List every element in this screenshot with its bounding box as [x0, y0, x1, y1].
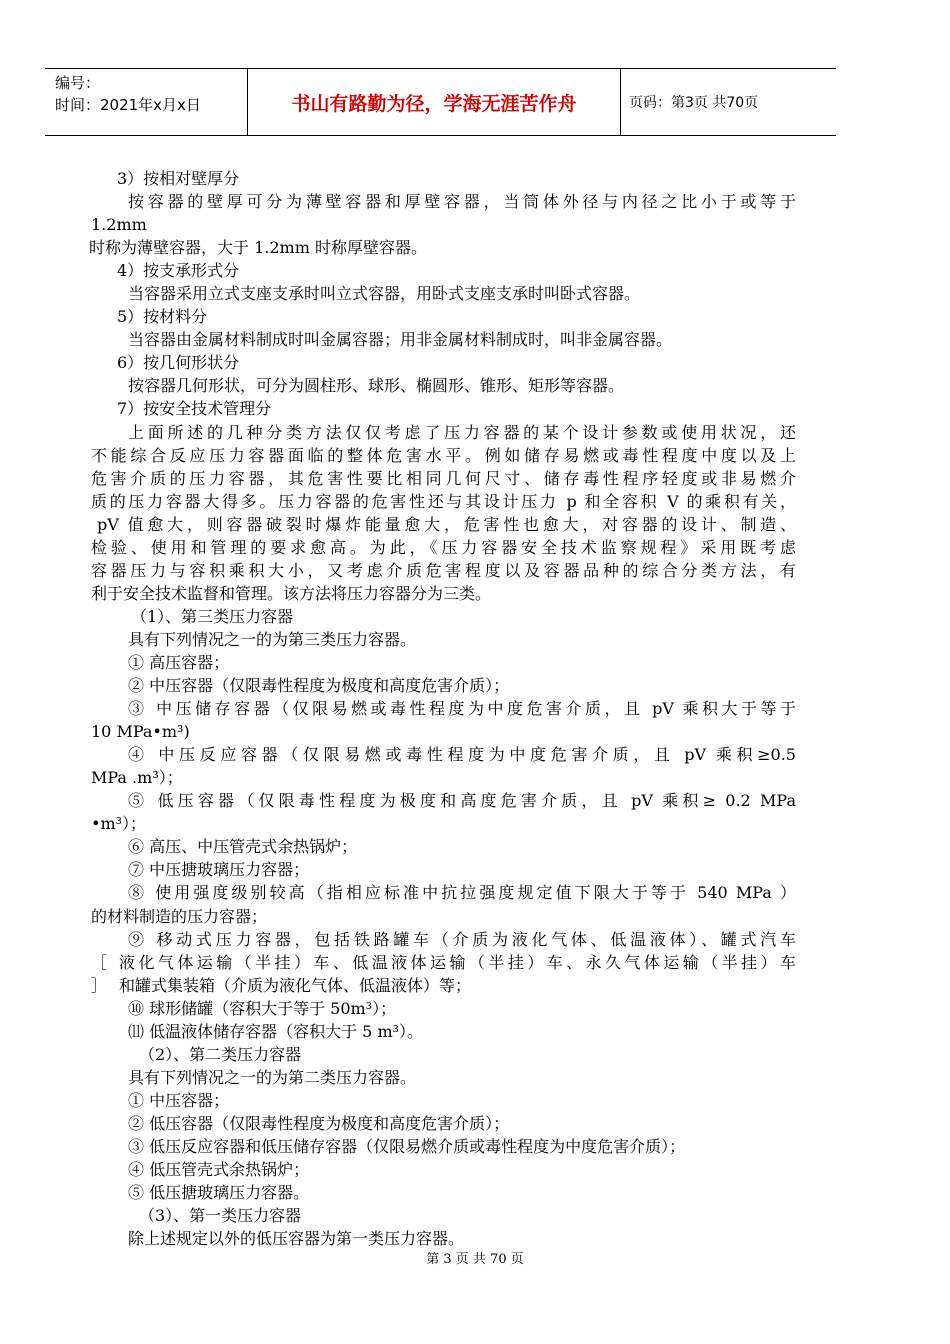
list-item: ⑤ 低压容器（仅限毒性程度为极度和高度危害介质，且 pV 乘积≥ 0.2 MPa — [128, 791, 796, 811]
list-item-continuation: •m³）； — [91, 814, 147, 834]
left-bracket: ［ — [91, 952, 108, 972]
paragraph-line: 上面所述的几种分类方法仅仅考虑了压力容器的某个设计参数或使用状况，还 — [128, 422, 796, 442]
list-item: ⑥ 高压、中压管壳式余热锅炉； — [128, 837, 358, 857]
page-header — [45, 68, 836, 136]
paragraph-line: 质的压力容器大得多。压力容器的危害性还与其设计压力 p 和全容积 V 的乘积有关， — [91, 491, 796, 511]
paragraph-line: pV 值愈大，则容器破裂时爆炸能量愈大，危害性也愈大，对容器的设计、制造、 — [97, 514, 796, 534]
list-item-continuation-text: 和罐式集装箱（介质为液化气体、低温液体）等； — [119, 975, 472, 995]
paragraph-line: 具有下列情况之一的为第二类压力容器。 — [128, 1067, 417, 1087]
paragraph-line: 1.2mm — [91, 215, 147, 235]
list-item-continuation-text: 液化气体运输（半挂）车、低温液体运输（半挂）车、永久气体运输（半挂）车 — [119, 952, 796, 972]
list-item: ③ 中压储存容器（仅限易燃或毒性程度为中度危害介质，且 pV 乘积大于等于 — [128, 699, 796, 719]
paragraph-line: 不能综合反应压力容器面临的整体危害水平。例如储存易燃或毒性程度中度以及上 — [91, 445, 796, 465]
paragraph-line: 按容器几何形状，可分为圆柱形、球形、椭圆形、锥形、矩形等容器。 — [128, 376, 625, 396]
list-item-continuation: MPa .m³）； — [91, 768, 183, 788]
subsection-heading: （3）、第一类压力容器 — [139, 1206, 302, 1226]
list-item: ② 中压容器（仅限毒性程度为极度和高度危害介质）； — [128, 676, 510, 696]
section-heading: 3）按相对壁厚分 — [117, 169, 240, 188]
list-item-continuation: 的材料制造的压力容器； — [91, 906, 268, 926]
list-item: ④ 低压管壳式余热锅炉； — [128, 1160, 310, 1180]
paragraph-line: 检验、使用和管理的要求愈高。为此，《压力容器安全技术监察规程》采用既考虑 — [91, 537, 796, 557]
section-heading: 4）按支承形式分 — [117, 261, 240, 281]
time-label: 时间：2021年x月x日 — [55, 96, 201, 114]
header-meta — [45, 69, 247, 135]
paragraph-line: 除上述规定以外的低压容器为第一类压力容器。 — [128, 1229, 465, 1249]
section-heading: 7）按安全技术管理分 — [117, 399, 272, 419]
subsection-heading: （2）、第二类压力容器 — [139, 1044, 302, 1064]
list-item-continuation — [91, 974, 796, 997]
list-item: ① 高压容器； — [128, 652, 230, 672]
list-item: ④ 中压反应容器（仅限易燃或毒性程度为中度危害介质，且 pV 乘积≥0.5 — [128, 745, 796, 765]
page-footer: 第 3 页 共 70 页 — [426, 1252, 524, 1267]
right-bracket: ］ — [91, 975, 108, 995]
paragraph-line: 利于安全技术监督和管理。该方法将压力容器分为三类。 — [91, 583, 492, 603]
header-page-info: 页码：第3页 共70页 — [629, 95, 759, 111]
paragraph-line: 时称为薄壁容器，大于 1.2mm 时称厚壁容器。 — [89, 238, 427, 258]
list-item: ③ 低压反应容器和低压储存容器（仅限易燃介质或毒性程度为中度危害介质）； — [128, 1136, 686, 1156]
list-item-continuation: 10 MPa•m³) — [91, 722, 190, 742]
document-body — [91, 167, 796, 1250]
list-item: ⑧ 使用强度级别较高（指相应标准中抗拉强度规定值下限大于等于 540 MPa ） — [128, 883, 796, 903]
paragraph-line: 具有下列情况之一的为第三类压力容器。 — [128, 629, 417, 649]
section-heading: 6）按几何形状分 — [117, 353, 240, 373]
paragraph-line: 当容器采用立式支座支承时叫立式容器，用卧式支座支承时叫卧式容器。 — [128, 284, 641, 304]
list-item: ⑦ 中压搪玻璃压力容器； — [128, 860, 310, 880]
list-item: ② 低压容器（仅限毒性程度为极度和高度危害介质）； — [128, 1113, 510, 1133]
list-item: ⑾ 低温液体储存容器（容积大于 5 m³）。 — [128, 1021, 424, 1041]
number-label: 编号： — [55, 74, 101, 92]
subsection-heading: （1）、第三类压力容器 — [131, 606, 294, 626]
section-heading: 5）按材料分 — [117, 307, 208, 327]
list-item: ⑤ 低压搪玻璃压力容器。 — [128, 1183, 310, 1203]
paragraph-line: 当容器由金属材料制成时叫金属容器；用非金属材料制成时，叫非金属容器。 — [128, 330, 673, 350]
list-item: ⑨ 移动式压力容器，包括铁路罐车（介质为液化气体、低温液体）、罐式汽车 — [128, 929, 796, 949]
header-motto: 书山有路勤为径，学海无涯苦作舟 — [247, 69, 621, 135]
paragraph-line: 容器压力与容积乘积大小，又考虑介质危害程度以及容器品种的综合分类方法，有 — [91, 560, 796, 580]
paragraph-line: 危害介质的压力容器，其危害性要比相同几何尺寸、储存毒性程序轻度或非易燃介 — [91, 468, 796, 488]
paragraph-line: 按容器的壁厚可分为薄壁容器和厚壁容器，当筒体外径与内径之比小于或等于 — [128, 192, 796, 212]
list-item: ⑩ 球形储罐（容积大于等于 50m³）； — [128, 998, 397, 1018]
list-item-continuation — [91, 951, 796, 974]
list-item: ① 中压容器； — [128, 1090, 230, 1110]
